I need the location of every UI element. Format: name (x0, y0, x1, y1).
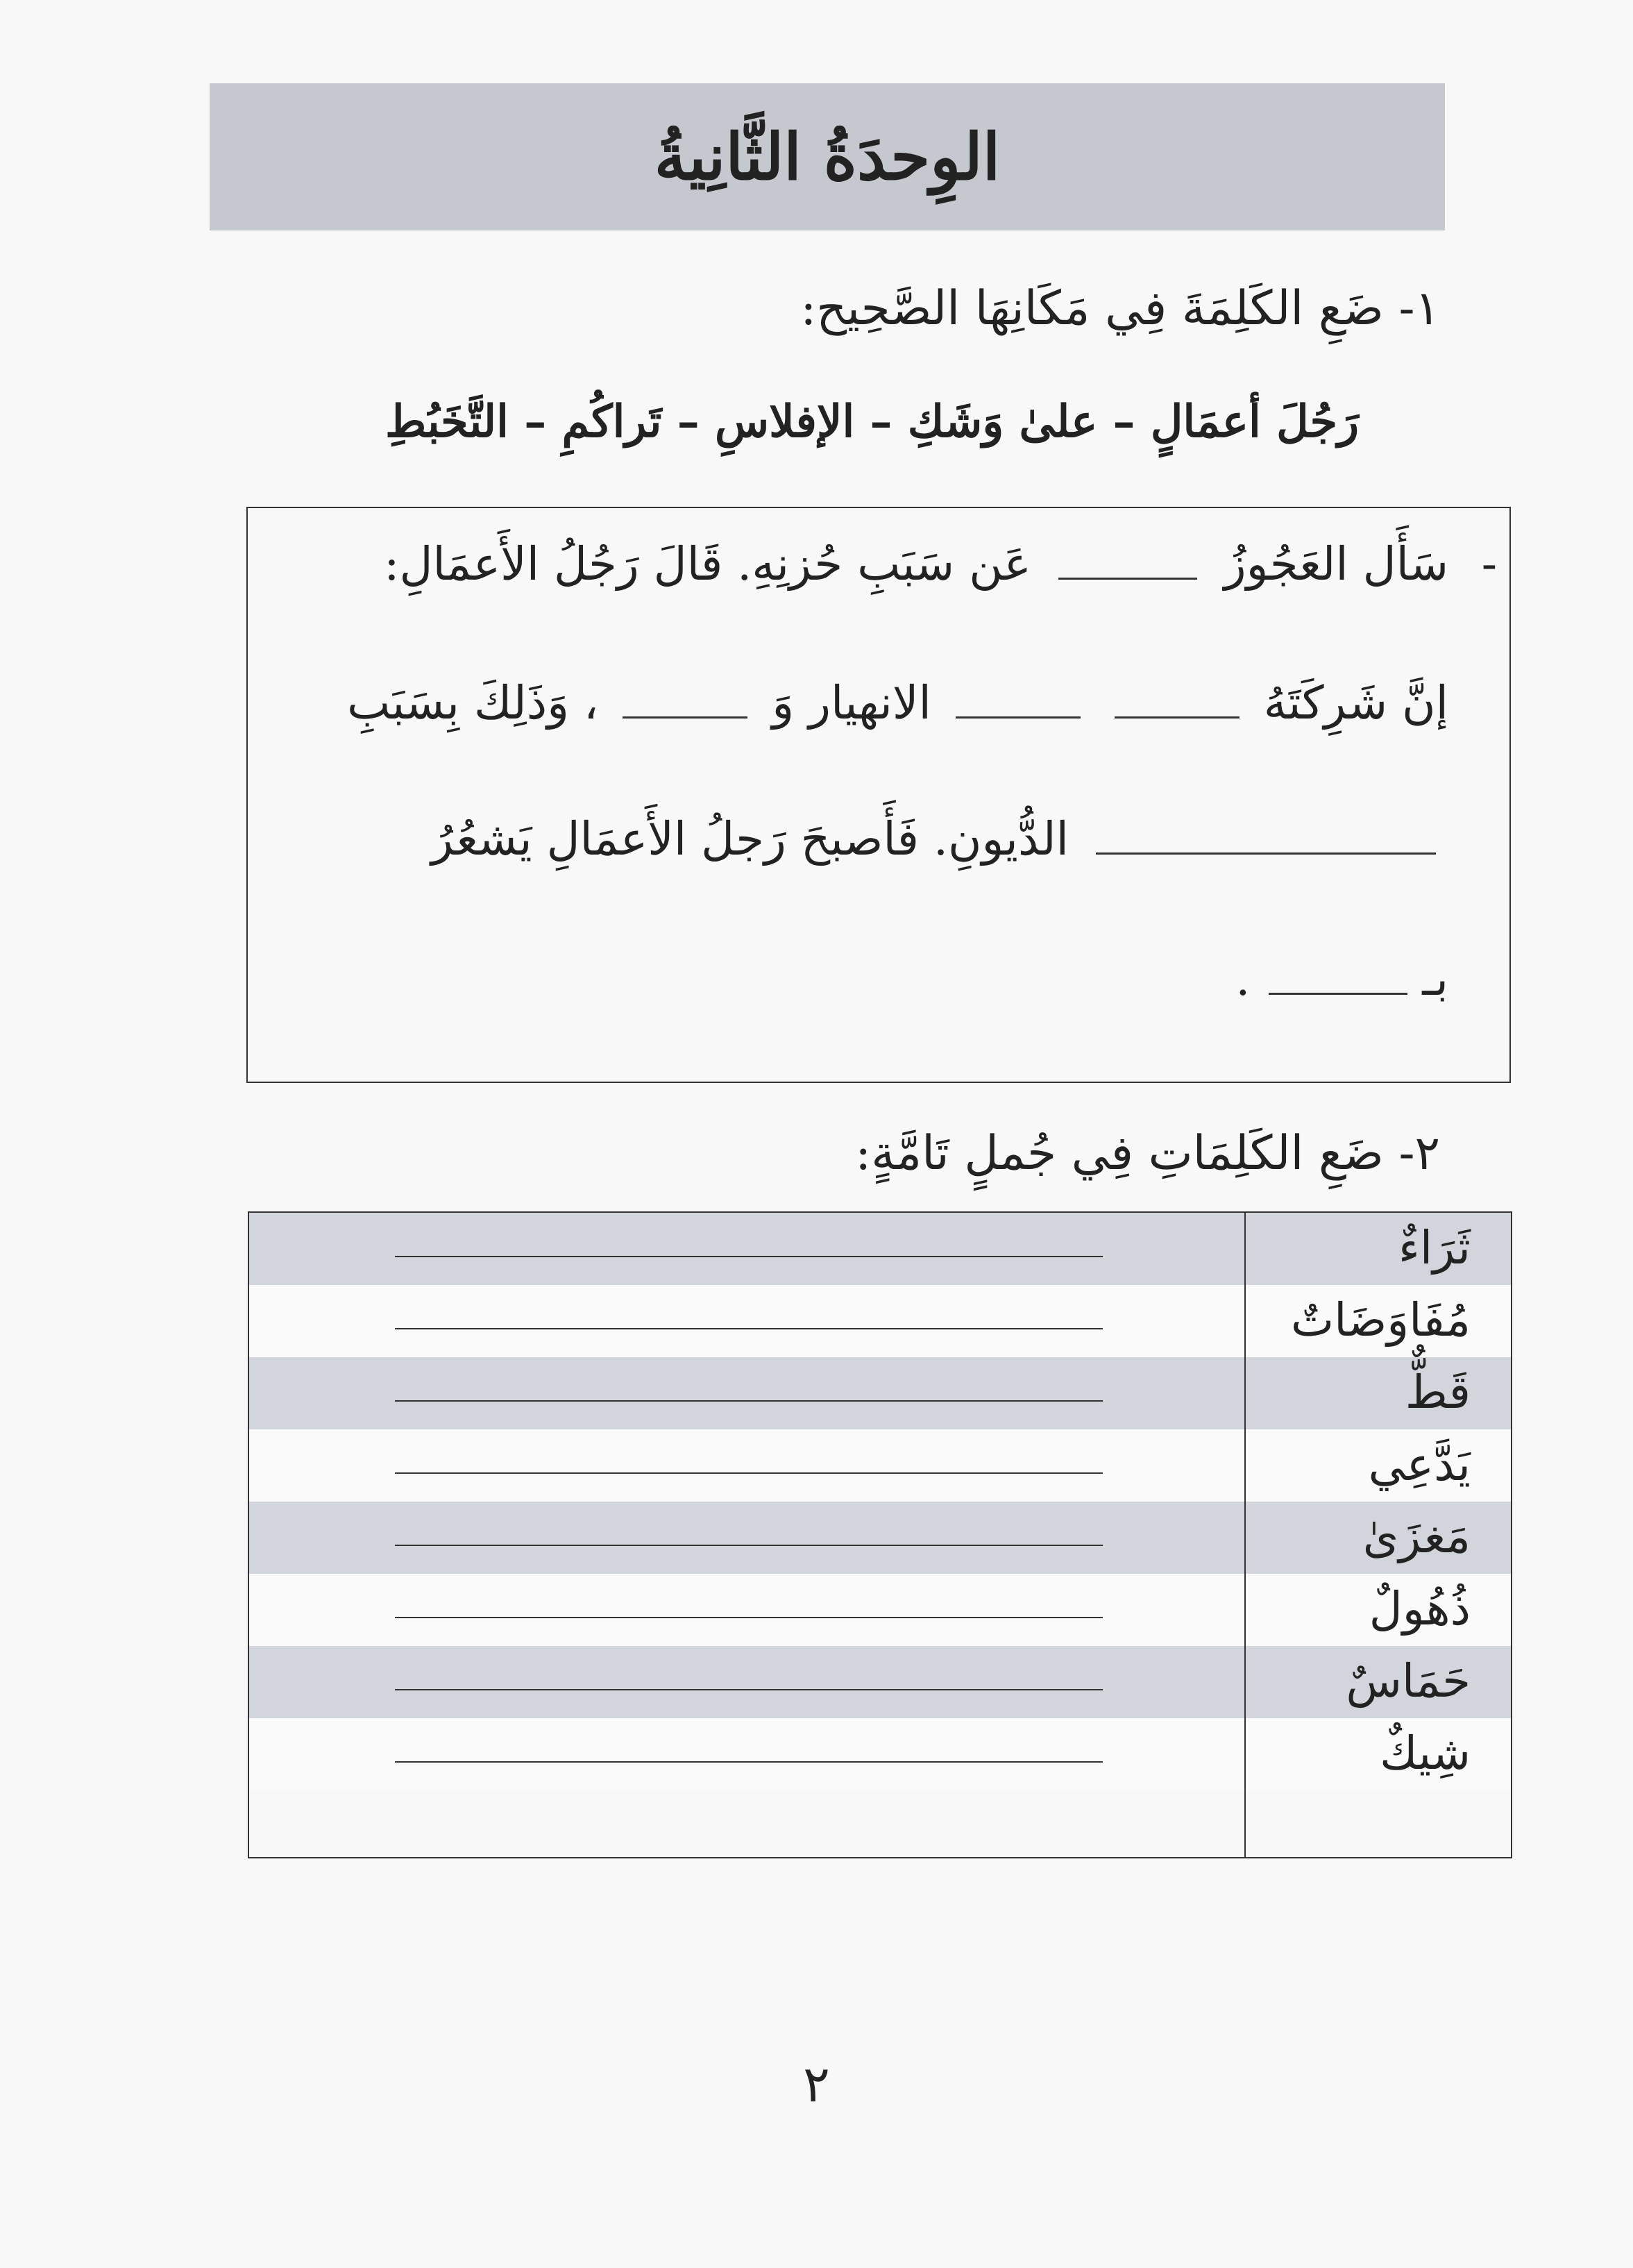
page-number: ٢ (803, 2055, 830, 2113)
vocab-word: ذُهُولٌ (1369, 1582, 1471, 1636)
passage-text: الانهيار وَ (772, 676, 931, 730)
passage-text: . (1235, 952, 1251, 1006)
blank-5[interactable] (1096, 852, 1436, 855)
exercise-1-heading: ١- ضَعِ الكَلِمَةَ فِي مَكَانِهَا الصَّحِيح: (800, 281, 1440, 336)
answer-line[interactable] (395, 1617, 1103, 1618)
sentences-table (248, 1211, 1512, 1858)
answer-line[interactable] (395, 1689, 1103, 1690)
vocab-word: يَدَّعِي (1368, 1438, 1471, 1491)
vocab-word: قَطٌّ (1405, 1366, 1471, 1419)
vocab-word: حَمَاسٌ (1346, 1654, 1471, 1708)
table-row (249, 1574, 1511, 1646)
answer-line[interactable] (395, 1256, 1103, 1257)
passage-line-4 (1235, 952, 1448, 1006)
passage-text: ، وَذَلِكَ بِسَبَبِ (347, 676, 599, 730)
passage-marker: - (1481, 537, 1497, 591)
unit-title: الوِحدَةُ الثَّانِيةُ (654, 119, 1001, 194)
passage-line-1 (384, 537, 1448, 591)
blank-3[interactable] (956, 716, 1081, 719)
answer-line[interactable] (395, 1328, 1103, 1329)
answer-line[interactable] (395, 1545, 1103, 1546)
blank-2[interactable] (1115, 716, 1239, 719)
exercise-2-heading: ٢- ضَعِ الكَلِمَاتِ فِي جُملٍ تَامَّةٍ: (855, 1126, 1440, 1181)
table-row (249, 1429, 1511, 1502)
passage-text: إنَّ شَرِكَتَهُ (1263, 676, 1448, 730)
column-divider (1244, 1213, 1246, 1857)
fill-in-passage-box (246, 507, 1511, 1083)
table-row (249, 1718, 1511, 1790)
vocab-word: مُفَاوَضَاتٌ (1290, 1293, 1471, 1347)
table-row (249, 1646, 1511, 1718)
unit-title-banner (210, 83, 1445, 230)
answer-line[interactable] (395, 1472, 1103, 1474)
answer-line[interactable] (395, 1761, 1103, 1763)
passage-line-2 (347, 676, 1448, 730)
table-row (249, 1502, 1511, 1574)
vocab-word: مَغزَىٰ (1362, 1510, 1471, 1563)
table-row (249, 1213, 1511, 1285)
blank-6[interactable] (1269, 992, 1407, 995)
passage-text: بـ (1422, 952, 1448, 1006)
vocab-word: ثَرَاءٌ (1398, 1221, 1471, 1275)
table-row (249, 1285, 1511, 1357)
passage-text: عَن سَبَبِ حُزنِهِ. قَالَ رَجُلُ الأَعمَالِ: (384, 537, 1031, 591)
passage-text: سَأَل العَجُوزُ (1224, 537, 1448, 591)
blank-4[interactable] (623, 716, 747, 719)
answer-line[interactable] (395, 1400, 1103, 1402)
passage-line-3 (431, 812, 1448, 866)
word-bank: رَجُلَ أعمَالٍ – علىٰ وَشَكِ – الإفلاسِ – تَراكُمِ – التَّخَبُطِ (384, 396, 1359, 448)
blank-1[interactable] (1058, 577, 1197, 580)
vocab-word: شِيكٌ (1380, 1727, 1471, 1780)
passage-text: الدُّيونِ. فَأَصبحَ رَجلُ الأَعمَالِ يَشعُرُ (431, 812, 1069, 866)
table-row (249, 1357, 1511, 1429)
